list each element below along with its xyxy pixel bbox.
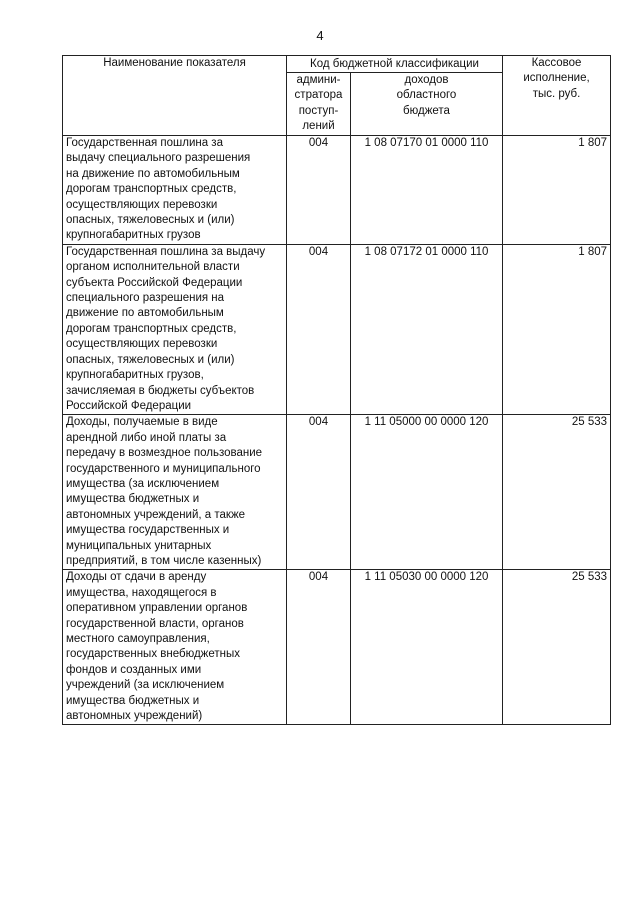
indicator-name-cell: Государственная пошлина за выдачу органом исполнительной власти субъекта Российской Федерации специального разрешения на движение по автомобильным дорогам транспортных средств, осуществляющих перевозки опасных, тяжеловесных и (или) крупногабаритных грузов, зачисляемая в бюджеты субъектов Российской Федерации [63,244,287,414]
header-indicator-name: Наименование показателя [63,56,287,136]
admin-code-cell: 004 [287,136,351,245]
indicator-name-cell: Государственная пошлина за выдачу специального разрешения на движение по автомобильным дорогам транспортных средств, осуществляющих перевозки опасных, тяжеловесных и (или) крупногабаритных грузов [63,136,287,245]
indicator-name-cell: Доходы от сдачи в аренду имущества, находящегося в оперативном управлении органов государственной власти, органов местного самоуправления, государственных внебюджетных фондов и созданных ими учреждений (за исключением имущества бюджетных и автономных учреждений) [63,570,287,725]
table-row [63,244,611,414]
admin-code-cell: 004 [287,570,351,725]
income-code-cell: 1 11 05030 00 0000 120 [351,570,503,725]
budget-revenue-table [62,55,611,725]
income-code-cell: 1 11 05000 00 0000 120 [351,415,503,570]
table-row [63,570,611,725]
admin-code-cell: 004 [287,244,351,414]
table-row [63,415,611,570]
income-code-cell: 1 08 07170 01 0000 110 [351,136,503,245]
income-code-cell: 1 08 07172 01 0000 110 [351,244,503,414]
header-cash-execution: Кассовое исполнение, тыс. руб. [503,56,611,136]
header-regional-budget-revenue: доходов областного бюджета [351,73,503,136]
amount-cell: 1 807 [503,244,611,414]
amount-cell: 25 533 [503,415,611,570]
amount-cell: 1 807 [503,136,611,245]
page-number: 4 [316,28,324,43]
header-budget-classification-code: Код бюджетной классификации [287,56,503,73]
table-row [63,136,611,245]
indicator-name-cell: Доходы, получаемые в виде арендной либо иной платы за передачу в возмездное пользование государственного и муниципального имущества (за исключением имущества бюджетных и автономных учреждений, а также имущества государственных и муниципальных унитарных предприятий, в том числе казенных) [63,415,287,570]
amount-cell: 25 533 [503,570,611,725]
admin-code-cell: 004 [287,415,351,570]
header-revenue-administrator: админи- стратора поступ- лений [287,73,351,136]
